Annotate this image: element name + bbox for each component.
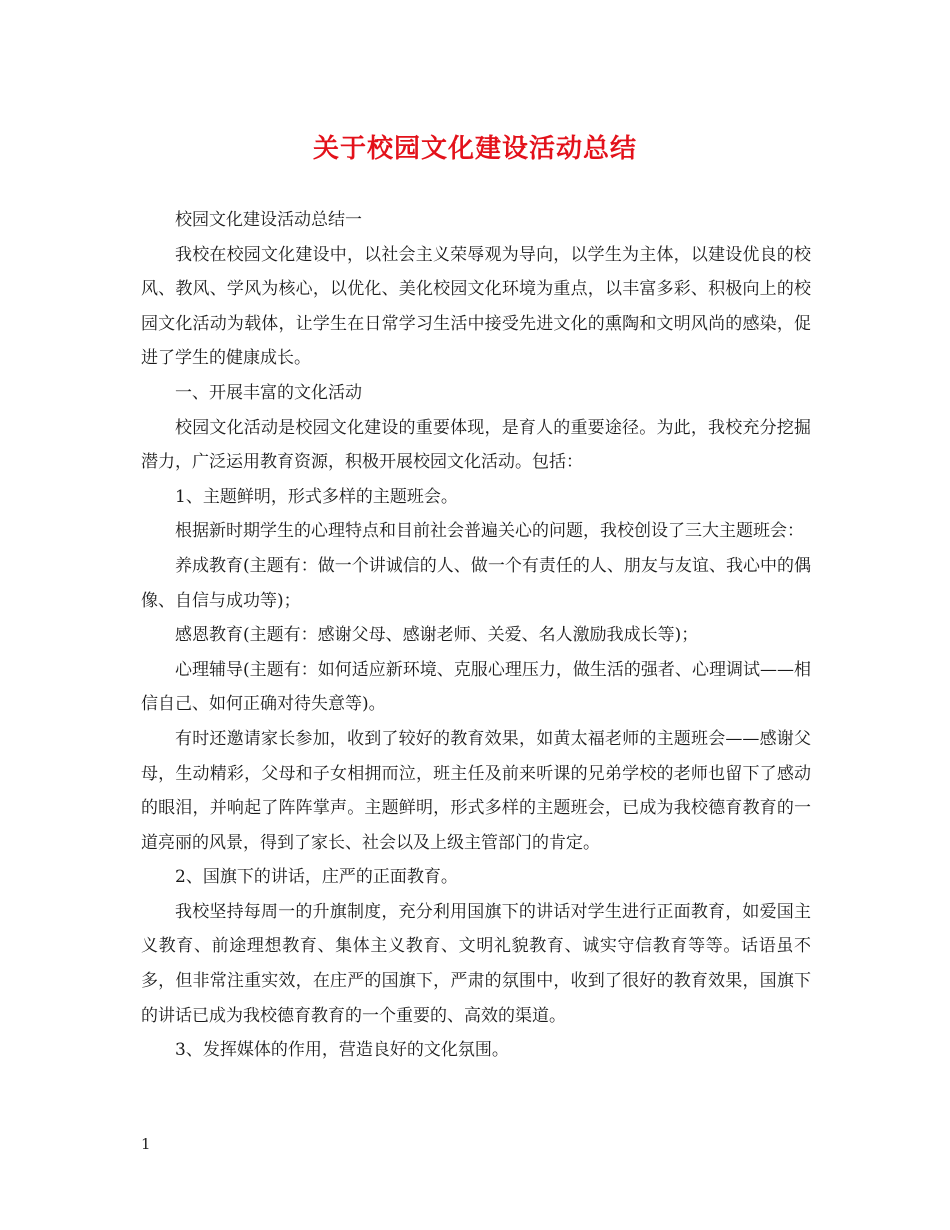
document-body	[141, 203, 811, 1068]
paragraph-heading: 一、开展丰富的文化活动	[175, 382, 362, 403]
paragraph: 校园文化活动是校园文化建设的重要体现，是育人的重要途径。为此，我校充分挖掘潜力，广泛运用教育资源，积极开展校园文化活动。包括：	[141, 417, 811, 473]
paragraph: 养成教育(主题有：做一个讲诚信的人、做一个有责任的人、朋友与友谊、我心中的偶像、自信与成功等)；	[141, 555, 811, 611]
document-title: 关于校园文化建设活动总结	[312, 134, 637, 164]
paragraph: 我校坚持每周一的升旗制度，充分利用国旗下的讲话对学生进行正面教育，如爱国主义教育、前途理想教育、集体主义教育、文明礼貌教育、诚实守信教育等等。话语虽不多，但非常注重实效，在庄严的国旗下，严肃的氛围中，收到了很好的教育效果，国旗下的讲话已成为我校德育教育的一个重要的、高效的渠道。	[141, 901, 811, 1026]
paragraph: 心理辅导(主题有：如何适应新环境、克服心理压力，做生活的强者、心理调试——相信自己、如何正确对待失意等)。	[141, 659, 811, 715]
paragraph: 我校在校园文化建设中，以社会主义荣辱观为导向，以学生为主体，以建设优良的校风、教风、学风为核心，以优化、美化校园文化环境为重点，以丰富多彩、积极向上的校园文化活动为载体，让学生在日常学习生活中接受先进文化的熏陶和文明风尚的感染，促进了学生的健康成长。	[141, 244, 811, 369]
paragraph: 有时还邀请家长参加，收到了较好的教育效果，如黄太福老师的主题班会——感谢父母，生动精彩，父母和子女相拥而泣，班主任及前来听课的兄弟学校的老师也留下了感动的眼泪，并响起了阵阵掌声。主题鲜明，形式多样的主题班会，已成为我校德育教育的一道亮丽的风景，得到了家长、社会以及上级主管部门的肯定。	[141, 728, 811, 853]
paragraph-subheading: 1、主题鲜明，形式多样的主题班会。	[175, 486, 458, 507]
page-number: 1	[141, 1135, 151, 1153]
paragraph: 根据新时期学生的心理特点和目前社会普遍关心的问题，我校创设了三大主题班会：	[175, 521, 804, 542]
paragraph-section-heading: 校园文化建设活动总结一	[175, 210, 362, 230]
paragraph-subheading: 2、国旗下的讲话，庄严的正面教育。	[175, 867, 458, 888]
paragraph: 感恩教育(主题有：感谢父母、感谢老师、关爱、名人激励我成长等)；	[175, 625, 699, 646]
paragraph-subheading: 3、发挥媒体的作用，营造良好的文化氛围。	[175, 1040, 509, 1061]
